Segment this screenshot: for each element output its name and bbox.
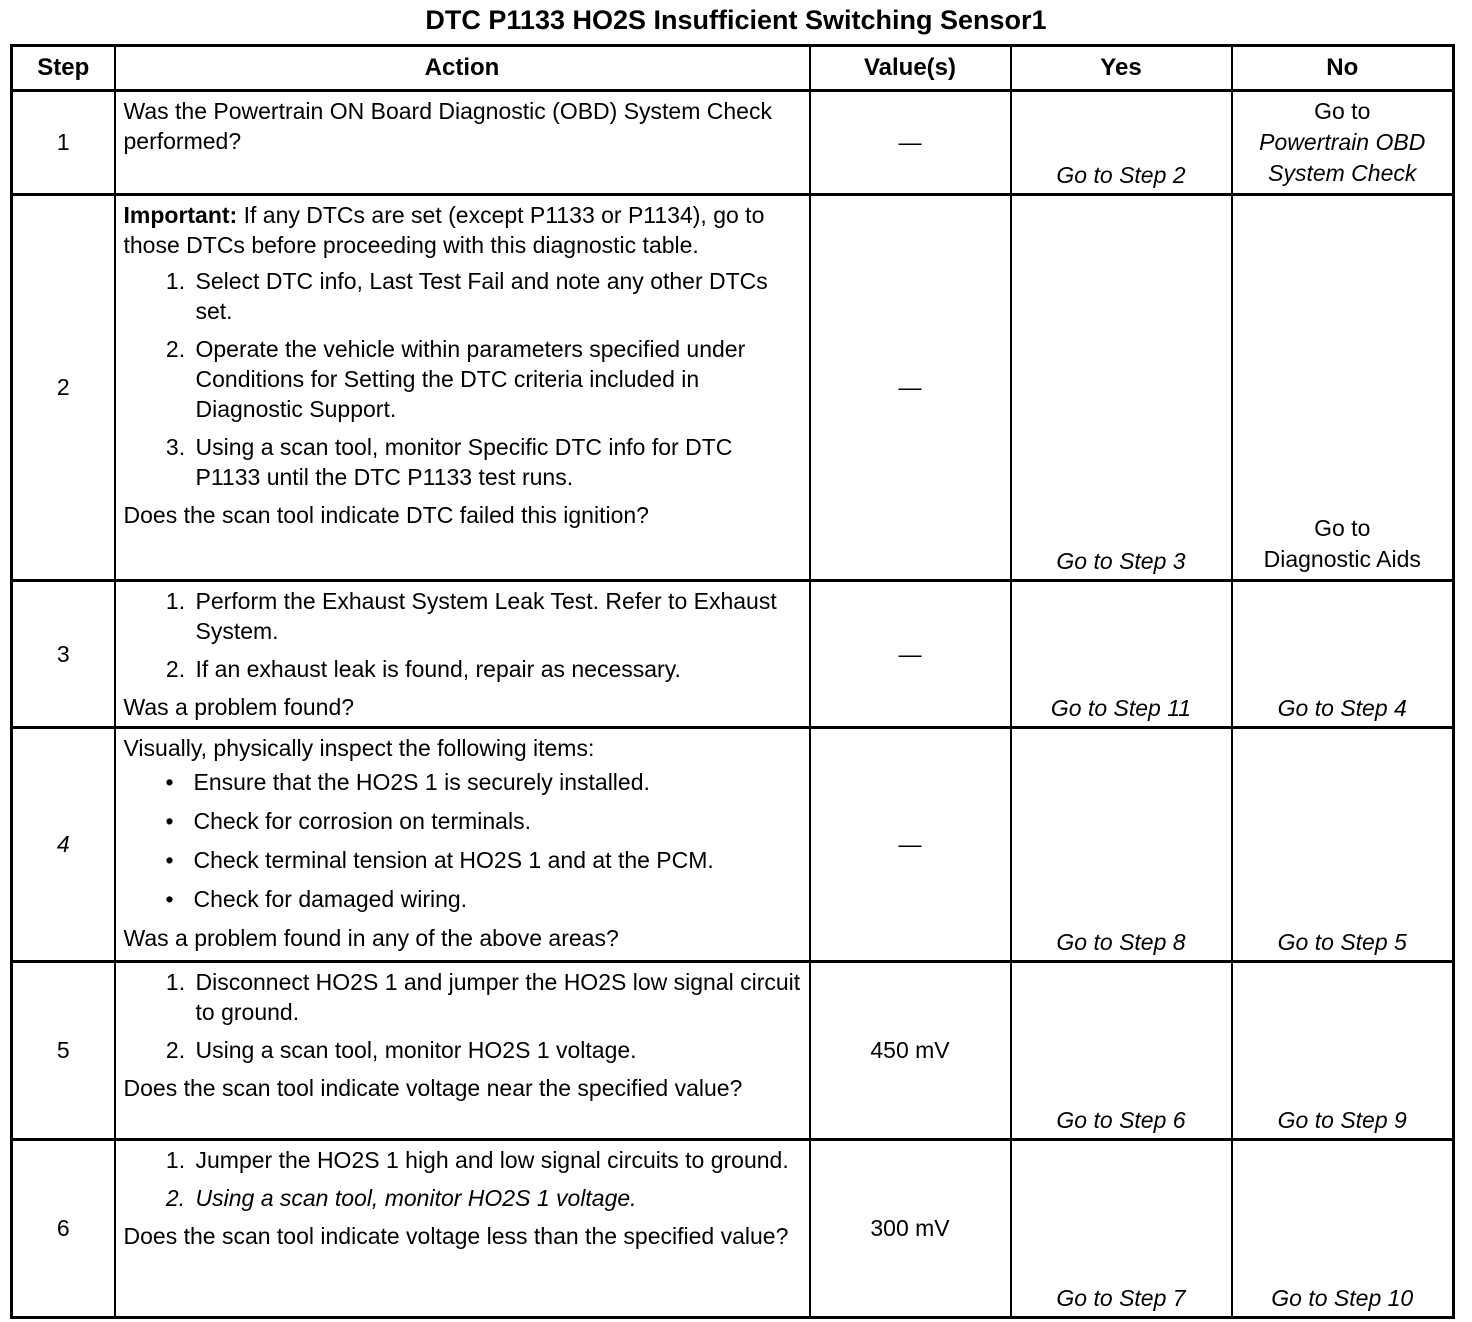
bullet-icon: • [165, 886, 174, 912]
step-number: 3 [12, 581, 115, 728]
list-item: 2. If an exhaust leak is found, repair as necessary. [192, 654, 803, 684]
list-item [165, 806, 803, 836]
action-question: Was a problem found? [123, 694, 355, 720]
bullet-text: Ensure that the HO2S 1 is securely installed. [193, 769, 650, 795]
table-header-row [12, 46, 1454, 91]
bullet-text: Check for corrosion on terminals. [193, 808, 531, 834]
important-text: If any DTCs are set (except P1133 or P1134), go to those DTCs before proceeding with this diagnostic table. [123, 202, 765, 258]
action-cell [115, 195, 810, 581]
no-line-2: Powertrain OBD System Check [1259, 129, 1426, 186]
yes-cell: Go to Step 3 [1011, 195, 1232, 581]
no-line-1: Go to [1314, 98, 1371, 124]
action-cell [115, 581, 810, 728]
list-item: 1. Disconnect HO2S 1 and jumper the HO2S low signal circuit to ground. [192, 967, 803, 1027]
step-number: 4 [12, 728, 115, 962]
bullet-icon: • [165, 769, 174, 795]
table-row [12, 962, 1454, 1140]
list-item: 2. Operate the vehicle within parameters specified under Conditions for Setting the DTC criteria included in Diagnostic Support. [192, 334, 803, 424]
bullet-text: Check for damaged wiring. [193, 886, 468, 912]
action-text: Visually, physically inspect the following items: [123, 735, 595, 761]
value-cell: — [810, 581, 1011, 728]
diagnostic-table [10, 44, 1455, 1319]
no-cell [1232, 91, 1454, 195]
list-item [165, 845, 803, 875]
list-item: 1. Perform the Exhaust System Leak Test. Refer to Exhaust System. [192, 586, 803, 646]
inspection-list [124, 767, 803, 914]
no-line-1: Go to [1314, 515, 1371, 541]
bullet-icon: • [165, 847, 174, 873]
document-title: DTC P1133 HO2S Insufficient Switching Sensor1 [425, 5, 1047, 35]
action-cell [115, 1140, 810, 1318]
action-steps [124, 967, 803, 1065]
step-number: 5 [12, 962, 115, 1140]
bullet-icon: • [165, 808, 174, 834]
action-question: Does the scan tool indicate voltage near the specified value? [123, 1075, 743, 1101]
important-label: Important: [123, 202, 238, 228]
header-yes: Yes [1011, 46, 1232, 91]
action-steps [124, 1145, 803, 1213]
list-item [165, 884, 803, 914]
step-number: 2 [12, 195, 115, 581]
no-cell [1232, 195, 1454, 581]
table-row [12, 581, 1454, 728]
header-action: Action [115, 46, 810, 91]
action-cell [115, 962, 810, 1140]
header-values: Value(s) [810, 46, 1011, 91]
value-cell: — [810, 91, 1011, 195]
table-row [12, 1140, 1454, 1318]
yes-cell: Go to Step 2 [1011, 91, 1232, 195]
yes-cell: Go to Step 7 [1011, 1140, 1232, 1318]
value-cell: 450 mV [810, 962, 1011, 1140]
no-cell: Go to Step 5 [1232, 728, 1454, 962]
bullet-text: Check terminal tension at HO2S 1 and at the PCM. [193, 847, 714, 873]
yes-cell: Go to Step 6 [1011, 962, 1232, 1140]
list-item: 1. Select DTC info, Last Test Fail and note any other DTCs set. [192, 266, 803, 326]
header-no: No [1232, 46, 1454, 91]
table-row [12, 91, 1454, 195]
list-item [165, 767, 803, 797]
no-cell: Go to Step 4 [1232, 581, 1454, 728]
table-row [12, 728, 1454, 962]
action-question: Does the scan tool indicate voltage less than the specified value? [123, 1223, 789, 1249]
action-text: Was the Powertrain ON Board Diagnostic (OBD) System Check performed? [123, 98, 772, 154]
list-item: 1. Jumper the HO2S 1 high and low signal circuits to ground. [192, 1145, 803, 1175]
header-step: Step [12, 46, 115, 91]
list-item: 3. Using a scan tool, monitor Specific DTC info for DTC P1133 until the DTC P1133 test runs. [192, 432, 803, 492]
action-steps [124, 586, 803, 684]
value-cell: — [810, 195, 1011, 581]
no-cell: Go to Step 10 [1232, 1140, 1454, 1318]
list-item: 2. Using a scan tool, monitor HO2S 1 voltage. [192, 1035, 803, 1065]
important-note [124, 200, 803, 260]
yes-cell: Go to Step 8 [1011, 728, 1232, 962]
yes-cell: Go to Step 11 [1011, 581, 1232, 728]
list-item: 2. Using a scan tool, monitor HO2S 1 voltage. [192, 1183, 803, 1213]
no-line-2: Diagnostic Aids [1263, 546, 1421, 572]
no-cell: Go to Step 9 [1232, 962, 1454, 1140]
action-question: Does the scan tool indicate DTC failed this ignition? [123, 502, 649, 528]
table-row [12, 195, 1454, 581]
step-number: 6 [12, 1140, 115, 1318]
step-number: 1 [12, 91, 115, 195]
value-cell: 300 mV [810, 1140, 1011, 1318]
value-cell: — [810, 728, 1011, 962]
action-cell [115, 91, 810, 195]
action-steps [124, 266, 803, 492]
action-cell [115, 728, 810, 962]
action-question: Was a problem found in any of the above areas? [123, 925, 619, 951]
